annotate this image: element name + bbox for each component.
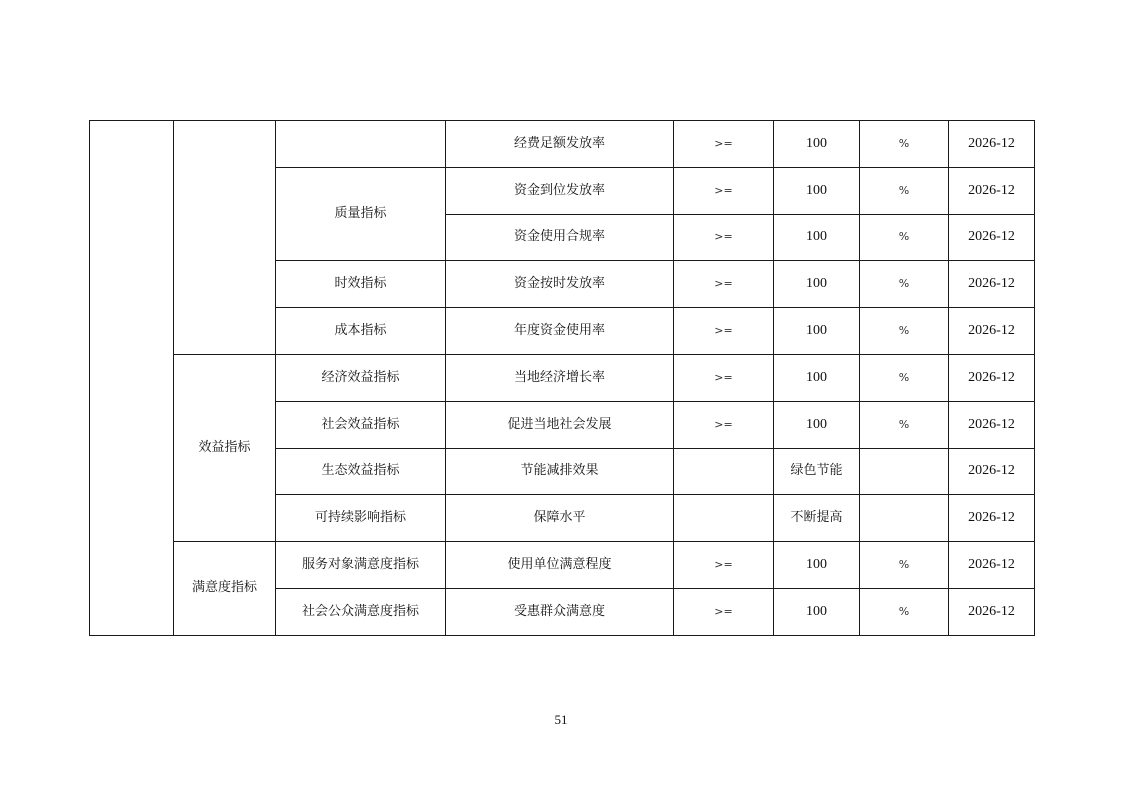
table-row [90,121,1035,168]
operator-cell: >= [674,167,774,214]
value-cell: 100 [774,121,860,168]
operator-cell: >= [674,121,774,168]
value-cell: 100 [774,308,860,355]
unit-cell: % [860,308,949,355]
unit-cell: % [860,354,949,401]
deadline-cell: 2026-12 [949,448,1035,495]
deadline-cell: 2026-12 [949,121,1035,168]
level3-cell: 服务对象满意度指标 [276,542,446,589]
level3-cell [276,121,446,168]
indicator-cell: 使用单位满意程度 [446,542,674,589]
level3-cell: 社会公众满意度指标 [276,588,446,635]
indicator-cell: 经费足额发放率 [446,121,674,168]
deadline-cell: 2026-12 [949,401,1035,448]
value-cell: 100 [774,542,860,589]
value-cell: 100 [774,401,860,448]
indicator-cell: 资金按时发放率 [446,261,674,308]
performance-indicator-table [89,120,1035,636]
unit-cell [860,495,949,542]
deadline-cell: 2026-12 [949,354,1035,401]
unit-cell: % [860,167,949,214]
operator-cell: >= [674,401,774,448]
operator-cell: >= [674,354,774,401]
level3-cell: 可持续影响指标 [276,495,446,542]
deadline-cell: 2026-12 [949,308,1035,355]
indicator-cell: 当地经济增长率 [446,354,674,401]
value-cell: 100 [774,167,860,214]
deadline-cell: 2026-12 [949,588,1035,635]
level3-cell: 成本指标 [276,308,446,355]
unit-cell: % [860,261,949,308]
value-cell: 100 [774,261,860,308]
operator-cell: >= [674,308,774,355]
level2-cell [174,121,276,355]
level2-cell: 效益指标 [174,354,276,541]
indicator-cell: 受惠群众满意度 [446,588,674,635]
deadline-cell: 2026-12 [949,214,1035,261]
table-row [90,542,1035,589]
value-cell: 100 [774,354,860,401]
unit-cell: % [860,588,949,635]
deadline-cell: 2026-12 [949,167,1035,214]
deadline-cell: 2026-12 [949,261,1035,308]
unit-cell [860,448,949,495]
level3-cell: 经济效益指标 [276,354,446,401]
unit-cell: % [860,542,949,589]
indicator-cell: 保障水平 [446,495,674,542]
indicator-cell: 年度资金使用率 [446,308,674,355]
level1-cell [90,121,174,636]
indicator-cell: 资金使用合规率 [446,214,674,261]
value-cell: 绿色节能 [774,448,860,495]
unit-cell: % [860,214,949,261]
value-cell: 不断提高 [774,495,860,542]
table-row [90,354,1035,401]
operator-cell: >= [674,542,774,589]
value-cell: 100 [774,214,860,261]
unit-cell: % [860,401,949,448]
unit-cell: % [860,121,949,168]
level3-cell: 时效指标 [276,261,446,308]
deadline-cell: 2026-12 [949,495,1035,542]
operator-cell [674,495,774,542]
level2-cell: 满意度指标 [174,542,276,636]
level3-cell: 社会效益指标 [276,401,446,448]
indicator-cell: 节能减排效果 [446,448,674,495]
operator-cell [674,448,774,495]
operator-cell: >= [674,261,774,308]
operator-cell: >= [674,214,774,261]
level3-cell: 生态效益指标 [276,448,446,495]
indicator-cell: 促进当地社会发展 [446,401,674,448]
page-number: 51 [554,712,568,727]
value-cell: 100 [774,588,860,635]
level3-cell: 质量指标 [276,167,446,261]
operator-cell: >= [674,588,774,635]
indicator-cell: 资金到位发放率 [446,167,674,214]
deadline-cell: 2026-12 [949,542,1035,589]
